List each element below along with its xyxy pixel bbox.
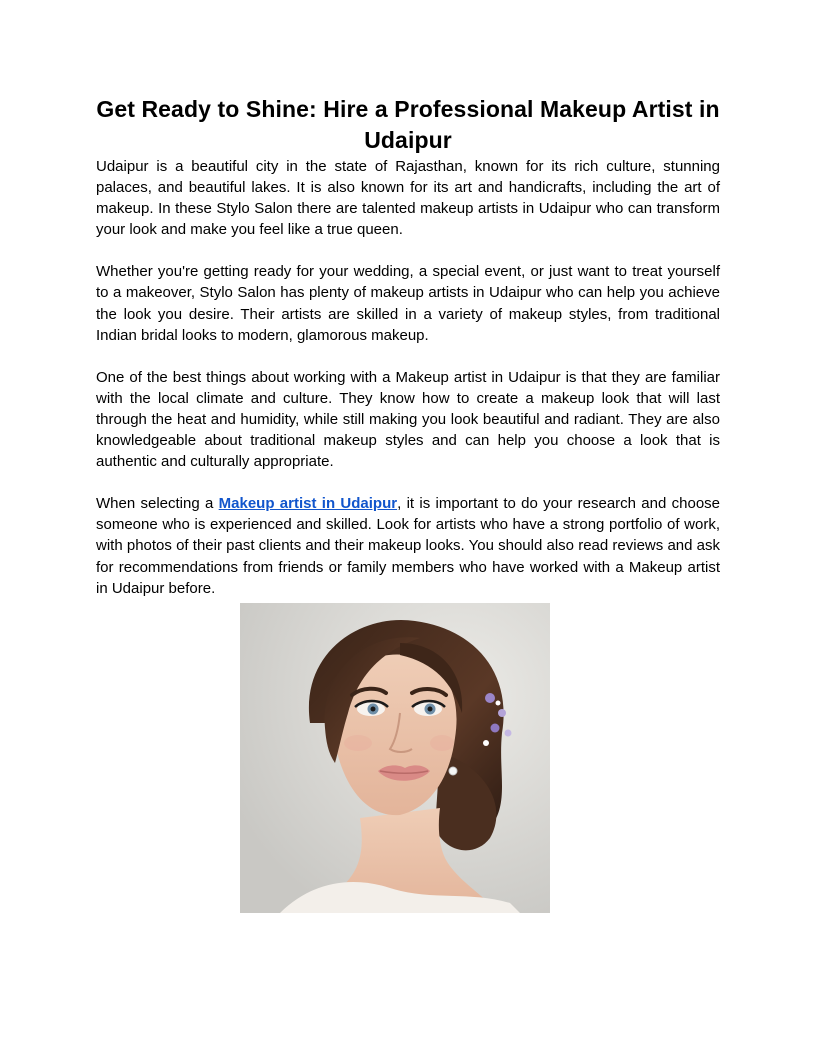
paragraph-local-expertise: One of the best things about working with a Makeup artist in Udaipur is that they are familiar with the local climate and culture. They know how to create a makeup look that will last through the heat and humidity, while still making you look beautiful and radiant. They are also knowledgeable about traditional makeup styles and can help you choose a look that is authentic and culturally appropriate. (96, 368, 720, 471)
paragraph-spacer (96, 240, 720, 261)
paragraph-text-after-link: , it is important to do your research and choose someone who is experienced and skilled. Look for artists who have a strong portfolio of work, with photos of their past clients and their makeup looks. You should also read reviews and ask for recommendations from friends or family members who have worked with a Makeup artist in Udaipur before. (96, 495, 721, 597)
page-title: Get Ready to Shine: Hire a Professional Makeup Artist in Udaipur (96, 96, 720, 153)
paragraph-occasions: Whether you're getting ready for your wedding, a special event, or just want to treat yourself to a makeover, Stylo Salon has plenty of makeup artists in Udaipur who can help you achieve the look you desire. Their artists are skilled in a variety of makeup styles, from traditional Indian bridal looks to modern, glamorous makeup. (96, 263, 720, 344)
makeup-artist-link[interactable]: Makeup artist in Udaipur (218, 495, 398, 513)
paragraph-text-before-link: When selecting a (96, 495, 219, 513)
paragraph-spacer (96, 472, 720, 493)
portrait-illustration (240, 603, 550, 913)
paragraph-intro: Udaipur is a beautiful city in the state of Rajasthan, known for its rich culture, stunning palaces, and beautiful lakes. It is also known for its art and handicrafts, including the art of makeup. In these Stylo Salon there are talented makeup artists in Udaipur who can transform your look and make you feel like a true queen. (96, 158, 720, 239)
bridal-makeup-photo (240, 603, 550, 913)
paragraph-spacer (96, 346, 720, 367)
document-page (96, 94, 720, 913)
paragraph-selection-advice (96, 493, 720, 598)
